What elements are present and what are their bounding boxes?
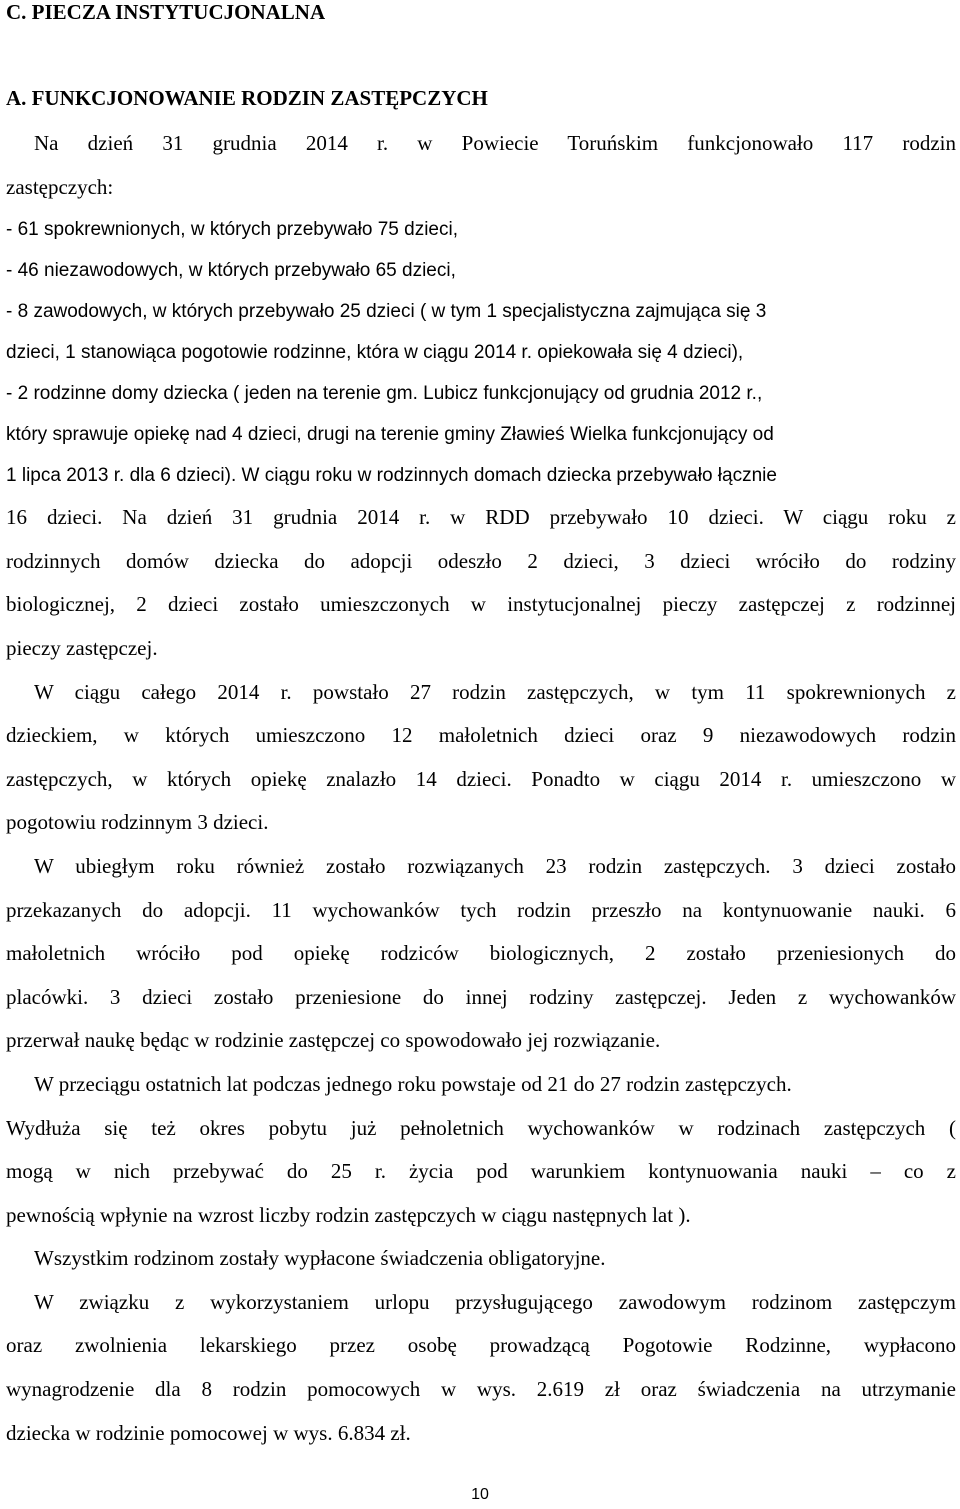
text-line: W ubiegłym roku również zostało rozwiązanych 23 rodzin zastępczych. 3 dzieci zostało [34,853,956,878]
text-line: pewnością wpłynie na wzrost liczby rodzin zastępczych w ciągu następnych lat ). [6,1202,691,1227]
text-line: przekazanych do adopcji. 11 wychowanków tych rodzin przeszło na kontynuowanie nauki. 6 [6,897,956,922]
body-text [6,122,956,1455]
text-line: przerwał naukę będąc w rodzinie zastępczej co spowodowało jej rozwiązanie. [6,1028,661,1053]
text-line: pogotowiu rodzinnym 3 dzieci. [6,810,269,835]
list-item: - 46 niezawodowych, w których przebywało 65 dzieci, [6,260,456,282]
text-line: biologicznej, 2 dzieci zostało umieszczonych w instytucjonalnej pieczy zastępczej z rodzinnej [6,592,956,617]
list-item: - 2 rodzinne domy dziecka ( jeden na terenie gm. Lubicz funkcjonujący od grudnia 2012 r., [6,383,763,405]
text-line: Wydłuża się też okres pobytu już pełnoletnich wychowanków w rodzinach zastępczych ( [6,1115,956,1140]
text-line: wynagrodzenie dla 8 rodzin pomocowych w wys. 2.619 zł oraz świadczenia na utrzymanie [6,1377,956,1402]
text-line: dzieckiem, w których umieszczono 12 małoletnich dzieci oraz 9 niezawodowych rodzin [6,723,956,748]
text-line: oraz zwolnienia lekarskiego przez osobę prowadzącą Pogotowie Rodzinne, wypłacono [6,1333,956,1358]
text-line: Na dzień 31 grudnia 2014 r. w Powiecie Toruńskim funkcjonowało 117 rodzin [34,131,956,155]
foster-family-list [6,209,956,496]
text-line: placówki. 3 dzieci zostało przeniesione do innej rodziny zastępczej. Jeden z wychowanków [6,984,956,1009]
list-item: 1 lipca 2013 r. dla 6 dzieci). W ciągu roku w rodzinnych domach dziecka przebywało łącznie [6,465,777,487]
text-line: zastępczych: [6,174,114,199]
list-item: - 61 spokrewnionych, w których przebywało 75 dzieci, [6,219,458,241]
list-item: dzieci, 1 stanowiąca pogotowie rodzinne, która w ciągu 2014 r. opiekowała się 4 dzieci), [6,342,744,364]
text-line: dziecka w rodzinie pomocowej w wys. 6.834 zł. [6,1420,411,1445]
text-line: Wszystkim rodzinom zostały wypłacone świadczenia obligatoryjne. [34,1246,606,1271]
list-item: - 8 zawodowych, w których przebywało 25 dzieci ( w tym 1 specjalistyczna zajmująca się 3 [6,301,767,323]
text-line: zastępczych, w których opiekę znalazło 14 dzieci. Ponadto w ciągu 2014 r. umieszczono w [6,766,956,791]
subsection-heading: A. FUNKCJONOWANIE RODZIN ZASTĘPCZYCH [6,86,488,110]
text-line: W związku z wykorzystaniem urlopu przysługującego zawodowym rodzinom zastępczym [34,1289,956,1314]
text-line: małoletnich wróciło pod opiekę rodziców biologicznych, 2 zostało przeniesionych do [6,941,956,966]
text-line: W przeciągu ostatnich lat podczas jednego roku powstaje od 21 do 27 rodzin zastępczych. [34,1071,792,1096]
text-line: 16 dzieci. Na dzień 31 grudnia 2014 r. w RDD przebywało 10 dzieci. W ciągu roku z [6,505,956,530]
page-number: 10 [471,1486,489,1503]
text-line: pieczy zastępczej. [6,635,158,660]
list-item: który sprawuje opiekę nad 4 dzieci, drugi na terenie gminy Zławieś Wielka funkcjonujący od [6,424,774,446]
text-line: mogą w nich przebywać do 25 r. życia pod warunkiem kontynuowania nauki – co z [6,1159,956,1184]
section-heading: C. PIECZA INSTYTUCJONALNA [6,0,326,24]
text-line: rodzinnych domów dziecka do adopcji odeszło 2 dzieci, 3 dzieci wróciło do rodziny [6,548,956,573]
text-line: W ciągu całego 2014 r. powstało 27 rodzin zastępczych, w tym 11 spokrewnionych z [34,679,956,704]
